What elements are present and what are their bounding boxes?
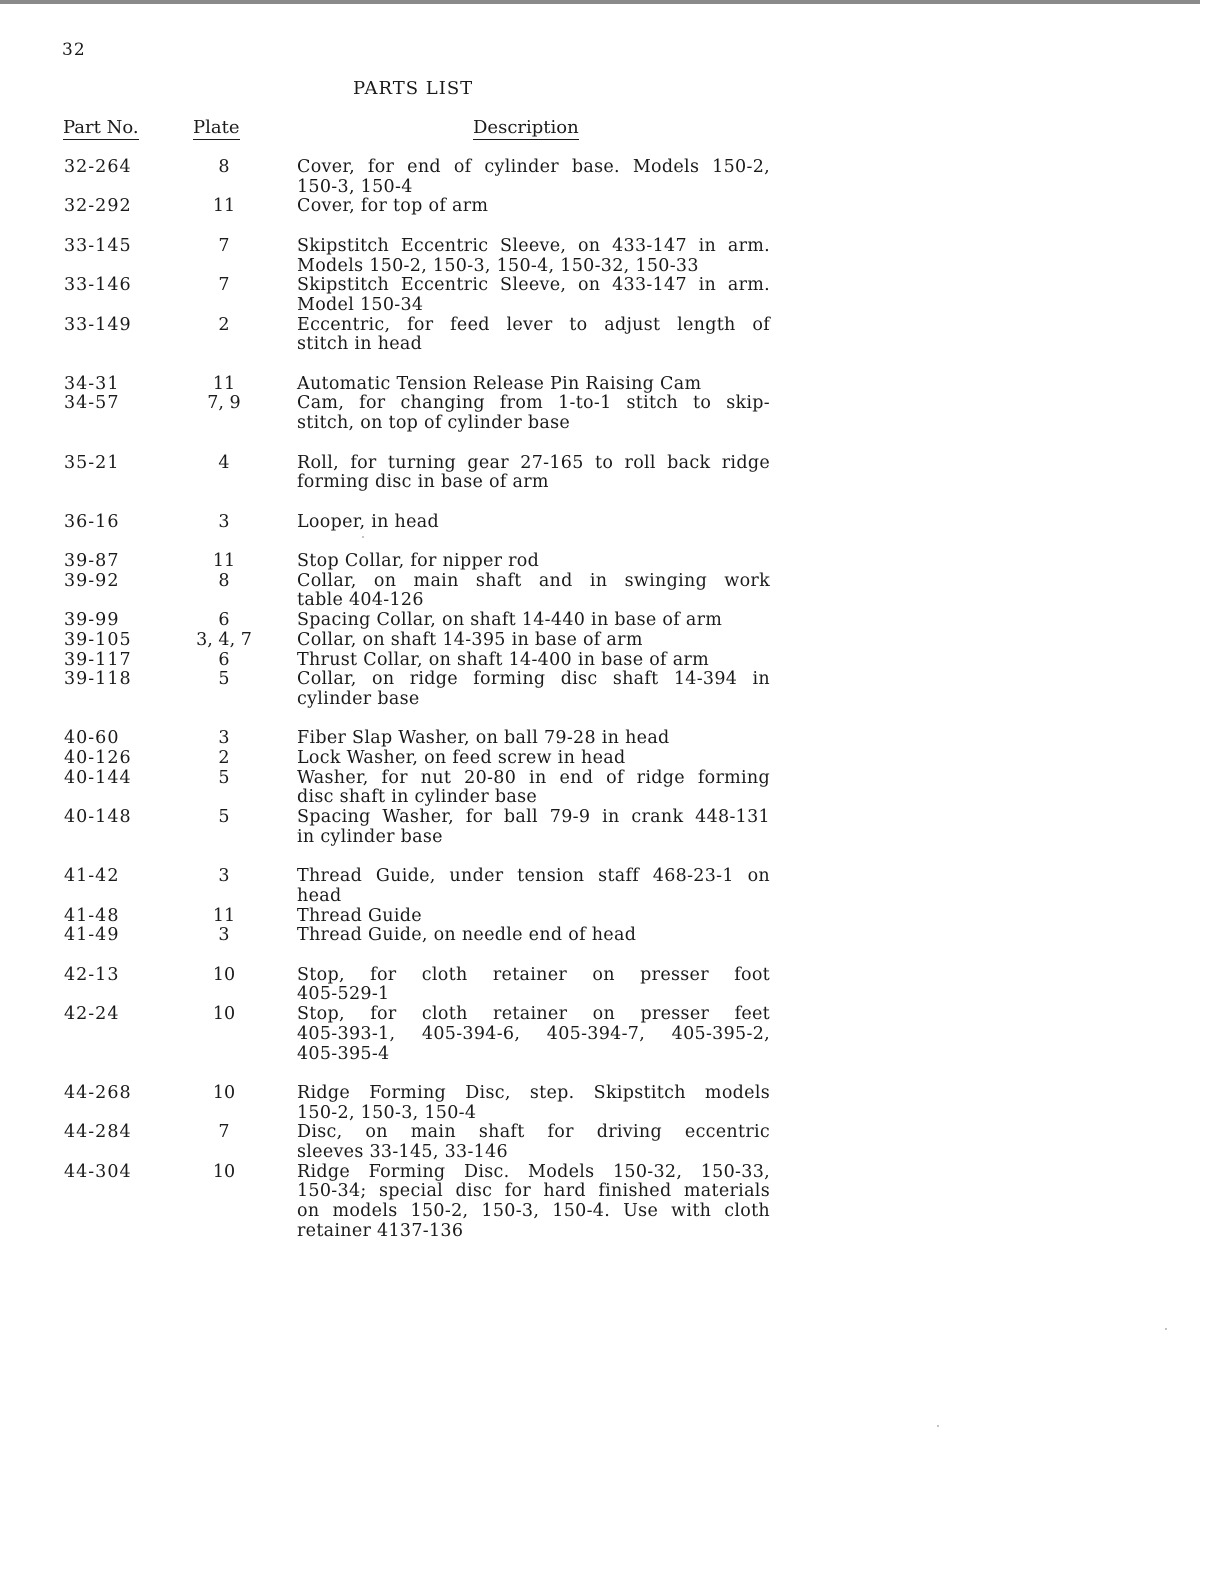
header-description: Description [473, 117, 579, 138]
scan-speck [937, 1425, 939, 1427]
part-number: 39-118 [64, 669, 132, 690]
plate-number: 5 [218, 669, 230, 690]
part-number: 42-24 [64, 1004, 120, 1025]
page-title: PARTS LIST [353, 78, 474, 99]
table-row [0, 1084, 1224, 1123]
description-line: Fiber Slap Washer, on ball 79-28 in head [297, 728, 670, 749]
table-row [0, 276, 1224, 315]
description-line: Collar, on main shaft and in swinging work [297, 570, 770, 591]
part-description [297, 158, 770, 197]
part-description [297, 670, 770, 709]
part-description [297, 729, 770, 749]
table-row [0, 631, 1224, 651]
part-description [297, 197, 770, 217]
table-row [0, 1005, 1224, 1064]
part-description [297, 907, 770, 927]
part-description [297, 651, 770, 671]
part-number: 44-268 [64, 1082, 132, 1103]
plate-number: 7 [218, 275, 230, 296]
part-number: 41-42 [64, 866, 120, 887]
part-number: 41-48 [64, 905, 120, 926]
table-row [0, 966, 1224, 1005]
plate-number: 10 [212, 1004, 236, 1025]
description-line: sleeves 33-145, 33-146 [297, 1142, 508, 1163]
description-line: Roll, for turning gear 27-165 to roll back ridge [297, 452, 770, 473]
part-number: 32-264 [64, 157, 132, 177]
plate-number: 11 [212, 905, 236, 926]
plate-number: 7 [218, 1122, 230, 1143]
description-line: Stop, for cloth retainer on presser foot [297, 964, 770, 985]
part-description [297, 749, 770, 769]
description-line: Stop, for cloth retainer on presser feet [297, 1004, 770, 1025]
table-row [0, 197, 1224, 217]
part-number: 39-99 [64, 610, 120, 631]
part-description [297, 611, 770, 631]
part-description [297, 394, 770, 433]
description-line: 405-395-4 [297, 1043, 390, 1064]
table-row [0, 375, 1224, 395]
description-line: Looper, in head [297, 511, 440, 532]
plate-number: 3 [218, 866, 230, 887]
part-number: 41-49 [64, 925, 120, 946]
description-line: Thread Guide, under tension staff 468-23-1 on [297, 866, 770, 887]
top-border-rule [0, 0, 1200, 4]
plate-number: 10 [212, 964, 236, 985]
part-number: 34-31 [64, 373, 120, 394]
description-line: table 404-126 [297, 590, 424, 611]
description-line: Ridge Forming Disc. Models 150-32, 150-33, [297, 1161, 770, 1182]
plate-number: 3 [218, 511, 230, 532]
scan-speck [1165, 1328, 1167, 1330]
description-line: on models 150-2, 150-3, 150-4. Use with cloth [297, 1201, 770, 1222]
part-number: 39-92 [64, 570, 120, 591]
part-number: 44-284 [64, 1122, 132, 1143]
plate-number: 7, 9 [207, 393, 241, 414]
description-line: Cover, for end of cylinder base. Models 150-2, [297, 157, 770, 177]
description-line: Washer, for nut 20-80 in end of ridge forming [297, 767, 770, 788]
part-description [297, 237, 770, 276]
table-row [0, 158, 1224, 197]
part-description [297, 1084, 770, 1123]
part-number: 39-117 [64, 649, 132, 670]
description-line: in cylinder base [297, 826, 443, 847]
description-line: head [297, 885, 342, 906]
plate-number: 3 [218, 728, 230, 749]
plate-number: 6 [218, 610, 230, 631]
part-description [297, 552, 770, 572]
table-row [0, 454, 1224, 493]
table-row [0, 552, 1224, 572]
plate-number: 11 [212, 373, 236, 394]
description-line: Lock Washer, on feed screw in head [297, 748, 626, 768]
table-row [0, 651, 1224, 671]
plate-number: 7 [218, 235, 230, 256]
description-line: Models 150-2, 150-3, 150-4, 150-32, 150-33 [297, 255, 699, 276]
part-number: 42-13 [64, 964, 120, 985]
plate-number: 10 [212, 1082, 236, 1103]
part-description [297, 276, 770, 315]
part-number: 40-148 [64, 807, 132, 828]
part-number: 35-21 [64, 452, 120, 473]
header-part-no: Part No. [63, 117, 139, 138]
scan-speck [362, 536, 364, 538]
description-line: stitch in head [297, 334, 423, 355]
table-row [0, 237, 1224, 276]
description-line: Model 150-34 [297, 294, 424, 315]
description-line: Thread Guide, on needle end of head [297, 925, 637, 946]
part-description [297, 316, 770, 355]
description-line: 405-393-1, 405-394-6, 405-394-7, 405-395-2, [297, 1023, 770, 1044]
part-number: 36-16 [64, 511, 120, 532]
plate-number: 5 [218, 767, 230, 788]
description-line: Disc, on main shaft for driving eccentric [297, 1122, 770, 1143]
table-row [0, 513, 1224, 533]
part-number: 40-126 [64, 748, 132, 768]
description-line: Spacing Collar, on shaft 14-440 in base of arm [297, 610, 723, 631]
description-line: 150-34; special disc for hard finished materials [297, 1181, 770, 1202]
plate-number: 11 [212, 550, 236, 571]
part-description [297, 808, 770, 847]
description-line: stitch, on top of cylinder base [297, 413, 571, 434]
description-line: 150-2, 150-3, 150-4 [297, 1102, 477, 1123]
description-line: Ridge Forming Disc, step. Skipstitch models [297, 1082, 770, 1103]
description-line: disc shaft in cylinder base [297, 787, 538, 808]
part-number: 40-60 [64, 728, 120, 749]
part-number: 44-304 [64, 1161, 132, 1182]
description-line: Spacing Washer, for ball 79-9 in crank 448-131 [297, 807, 770, 828]
parts-list-table [0, 158, 1224, 1242]
table-row [0, 867, 1224, 906]
table-row [0, 316, 1224, 355]
part-number: 34-57 [64, 393, 120, 414]
description-line: Cover, for top of arm [297, 196, 489, 217]
table-row [0, 729, 1224, 749]
part-description [297, 1163, 770, 1242]
part-number: 39-105 [64, 629, 132, 650]
part-description [297, 769, 770, 808]
plate-number: 4 [218, 452, 230, 473]
description-line: cylinder base [297, 688, 420, 709]
part-description [297, 966, 770, 1005]
table-row [0, 1163, 1224, 1242]
description-line: Skipstitch Eccentric Sleeve, on 433-147 in arm. [297, 235, 770, 256]
plate-number: 8 [218, 570, 230, 591]
table-row [0, 907, 1224, 927]
description-line: Collar, on ridge forming disc shaft 14-394 in [297, 669, 770, 690]
part-number: 39-87 [64, 550, 120, 571]
part-description [297, 454, 770, 493]
description-line: retainer 4137-136 [297, 1220, 464, 1241]
part-description [297, 1123, 770, 1162]
table-row [0, 749, 1224, 769]
description-line: 405-529-1 [297, 984, 390, 1005]
part-number: 32-292 [64, 196, 132, 217]
part-number: 33-145 [64, 235, 132, 256]
description-line: 150-3, 150-4 [297, 176, 413, 197]
plate-number: 6 [218, 649, 230, 670]
table-row [0, 670, 1224, 709]
part-description [297, 926, 770, 946]
description-line: forming disc in base of arm [297, 472, 549, 493]
description-line: Thread Guide [297, 905, 422, 926]
part-description [297, 572, 770, 611]
part-description [297, 631, 770, 651]
header-plate: Plate [193, 117, 240, 138]
table-row [0, 1123, 1224, 1162]
table-row [0, 572, 1224, 611]
table-row [0, 926, 1224, 946]
plate-number: 5 [218, 807, 230, 828]
description-line: Skipstitch Eccentric Sleeve, on 433-147 in arm. [297, 275, 770, 296]
table-row [0, 769, 1224, 808]
part-number: 33-149 [64, 314, 132, 335]
part-description [297, 513, 770, 533]
table-row [0, 611, 1224, 631]
plate-number: 3 [218, 925, 230, 946]
part-description [297, 375, 770, 395]
plate-number: 3, 4, 7 [196, 629, 252, 650]
plate-number: 2 [218, 748, 230, 768]
table-row [0, 808, 1224, 847]
table-row [0, 394, 1224, 433]
description-line: Thrust Collar, on shaft 14-400 in base of arm [297, 649, 709, 670]
page-number: 32 [62, 40, 86, 60]
plate-number: 2 [218, 314, 230, 335]
description-line: Automatic Tension Release Pin Raising Cam [297, 373, 702, 394]
part-description [297, 867, 770, 906]
part-number: 33-146 [64, 275, 132, 296]
part-description [297, 1005, 770, 1064]
description-line: Stop Collar, for nipper rod [297, 550, 540, 571]
description-line: Collar, on shaft 14-395 in base of arm [297, 629, 643, 650]
plate-number: 8 [218, 157, 230, 177]
plate-number: 11 [212, 196, 236, 217]
description-line: Eccentric, for feed lever to adjust length of [297, 314, 770, 335]
description-line: Cam, for changing from 1-to-1 stitch to skip- [297, 393, 770, 414]
plate-number: 10 [212, 1161, 236, 1182]
part-number: 40-144 [64, 767, 132, 788]
